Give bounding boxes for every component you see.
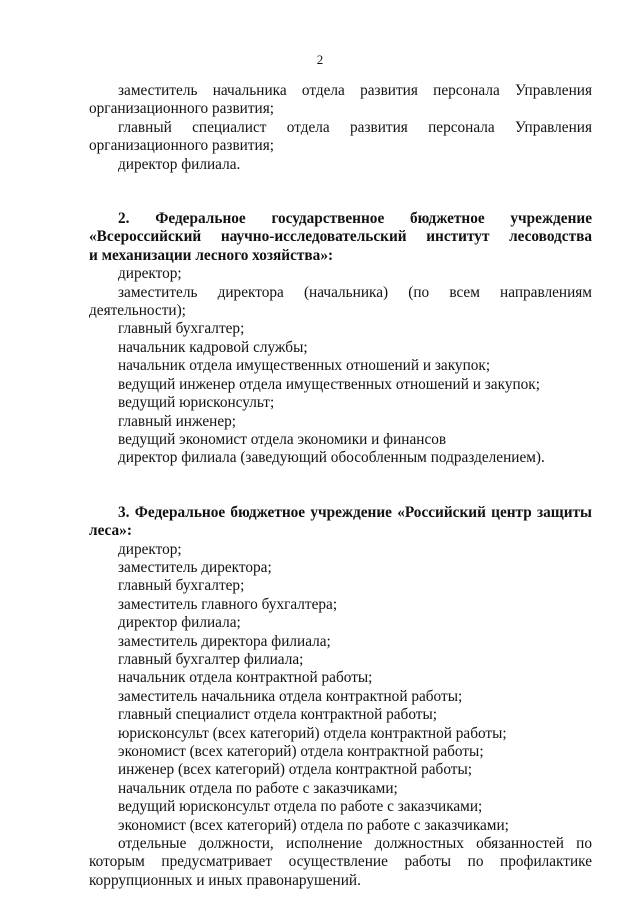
list-item: ведущий юрисконсульт; xyxy=(118,394,275,412)
document-body xyxy=(89,82,592,890)
list-item: директор; xyxy=(118,265,182,283)
section-heading: «Всероссийский научно-исследовательский институт лесоводства xyxy=(89,228,592,246)
list-item: заместитель главного бухгалтера; xyxy=(118,595,338,613)
list-item: главный бухгалтер филиала; xyxy=(118,650,304,668)
section-heading: леса»: xyxy=(89,522,132,540)
list-item: начальник отдела контрактной работы; xyxy=(118,669,373,687)
list-item: начальник отдела по работе с заказчиками; xyxy=(118,779,398,797)
list-item: заместитель директора филиала; xyxy=(118,632,331,650)
page-number: 2 xyxy=(316,52,324,67)
text-line: заместитель начальника отдела развития персонала Управления xyxy=(118,82,592,99)
list-item: главный бухгалтер; xyxy=(118,577,245,595)
text-line: организационного развития; xyxy=(89,137,275,155)
list-item: деятельности); xyxy=(89,302,186,320)
list-item: заместитель директора; xyxy=(118,558,272,576)
list-item: главный специалист отдела контрактной работы; xyxy=(118,706,437,724)
list-item: ведущий юрисконсульт отдела по работе с заказчиками; xyxy=(118,798,483,816)
section-heading: и механизации лесного хозяйства»: xyxy=(89,246,334,264)
section-heading: 3. Федеральное бюджетное учреждение «Российский центр защиты xyxy=(118,503,592,521)
list-item: ведущий экономист отдела экономики и финансов xyxy=(118,430,447,448)
list-item: главный инженер; xyxy=(118,412,237,430)
text-line: организационного развития; xyxy=(89,100,275,118)
text-line: директор филиала. xyxy=(118,155,241,173)
list-item: начальник кадровой службы; xyxy=(118,338,308,356)
text-line: которым предусматривает осуществление работы по профилактике xyxy=(89,853,592,871)
list-item: директор филиала (заведующий обособленным подразделением). xyxy=(118,449,545,467)
list-item: ведущий инженер отдела имущественных отношений и закупок; xyxy=(118,375,540,393)
text-line: коррупционных и иных правонарушений. xyxy=(89,871,361,889)
list-item: начальник отдела имущественных отношений и закупок; xyxy=(118,357,491,375)
section-heading: 2. Федеральное государственное бюджетное учреждение xyxy=(118,210,592,228)
text-line: главный специалист отдела развития персонала Управления xyxy=(118,118,592,136)
list-item: экономист (всех категорий) отдела по работе с заказчиками; xyxy=(118,816,509,834)
list-item: инженер (всех категорий) отдела контрактной работы; xyxy=(118,761,472,779)
list-item: директор; xyxy=(118,540,182,558)
text-line: отдельные должности, исполнение должностных обязанностей по xyxy=(118,835,592,853)
list-item: экономист (всех категорий) отдела контрактной работы; xyxy=(118,743,484,760)
list-item: заместитель начальника отдела контрактной работы; xyxy=(118,687,463,705)
list-item: директор филиала; xyxy=(118,614,241,632)
list-item: юрисконсульт (всех категорий) отдела контрактной работы; xyxy=(118,724,507,742)
list-item: заместитель директора (начальника) (по всем направлениям xyxy=(118,283,592,301)
list-item: главный бухгалтер; xyxy=(118,320,245,338)
